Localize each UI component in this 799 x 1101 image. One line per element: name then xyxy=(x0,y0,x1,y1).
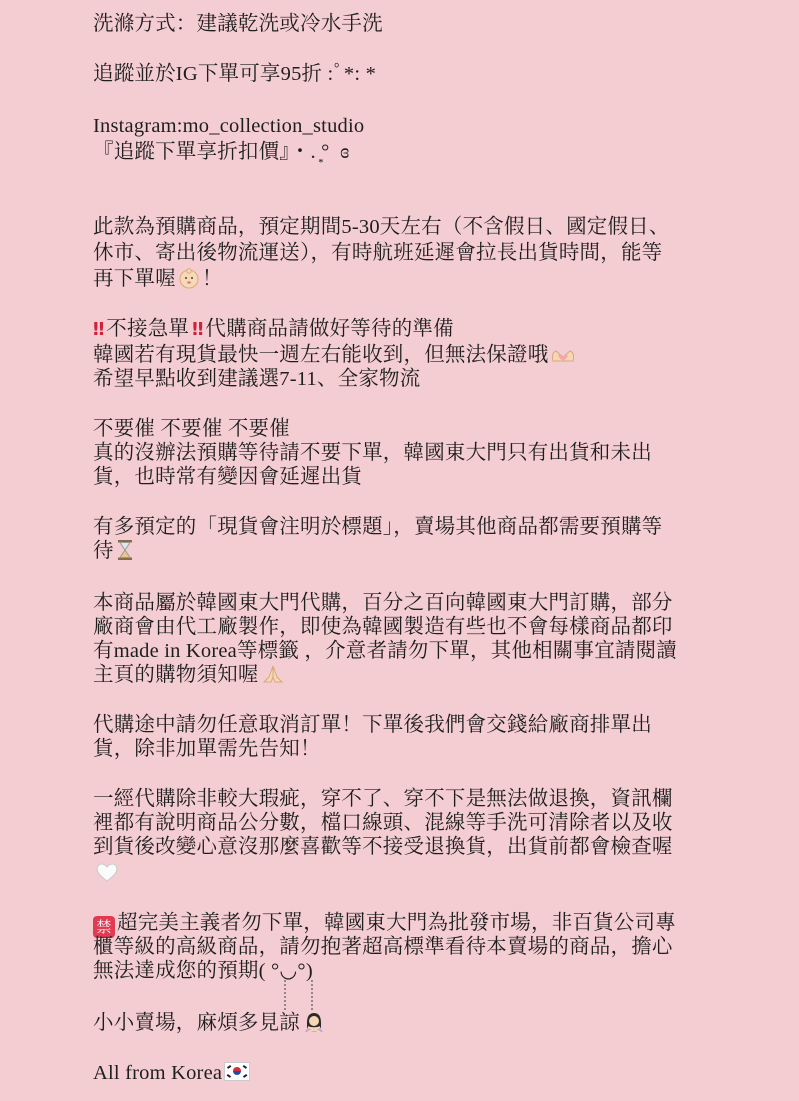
text: 廠商會由代工廠製作，即使為韓國製造有些也不會每樣商品都印 xyxy=(93,616,673,638)
baby-face-icon xyxy=(178,267,200,296)
kaomoji-hands-icon xyxy=(281,980,317,1014)
cancel-note-line-1 xyxy=(93,712,652,738)
preorder-line-2 xyxy=(93,240,662,266)
hourglass-icon xyxy=(116,539,134,568)
preorder-line-1 xyxy=(93,214,670,240)
perfectionist-line-3 xyxy=(93,958,313,984)
washing-method-line xyxy=(93,11,383,37)
text: All from Korea xyxy=(93,1062,223,1084)
text: ！ xyxy=(201,268,223,290)
return-note-line-1 xyxy=(93,786,673,812)
text: 休市、寄出後物流運送），有時航班延遲會拉長出貨時間，能等 xyxy=(93,242,663,264)
source-note-line-2 xyxy=(93,614,673,640)
text: 韓國若有現貨最快一週左右能收到，但無法保證哦 xyxy=(93,344,549,366)
text: 待 xyxy=(93,540,114,562)
no-rush-line xyxy=(93,316,454,342)
instagram-handle-line[interactable] xyxy=(93,113,364,139)
cant-wait-line-2 xyxy=(93,464,362,490)
text: 代購商品請做好等待的準備 xyxy=(205,318,454,340)
ig-discount-line xyxy=(93,61,376,87)
text: 本商品屬於韓國東大門代購，百分之百向韓國東大門訂購，部分 xyxy=(93,592,673,614)
text: 追蹤並於IG下單可享95折 :ﾟ*: * xyxy=(93,63,377,85)
text: 裡都有說明商品公分數，檔口線頭、混線等手洗可清除者以及收 xyxy=(93,812,673,834)
text: 真的沒辦法預購等待請不要下單，韓國東大門只有出貨和未出 xyxy=(93,442,652,464)
text: 一經代購除非較大瑕疵，穿不了、穿不下是無法做退換，資訊欄 xyxy=(93,788,673,810)
text: 小小賣場，麻煩多見諒 xyxy=(93,1012,300,1034)
return-note-line-2 xyxy=(93,810,673,836)
double-exclamation-icon: ‼ xyxy=(93,319,103,340)
cancel-note-line-2 xyxy=(93,736,321,762)
heart-hands-icon xyxy=(550,346,576,372)
stock-note-line-1 xyxy=(93,514,662,540)
preorder-line-3 xyxy=(93,266,223,292)
text: 貨，除非加單需先告知！ xyxy=(93,738,321,760)
text: 此款為預購商品，預定期間5-30天左右（不含假日、國定假日、 xyxy=(93,216,670,238)
korea-stock-line xyxy=(93,342,578,368)
source-note-line-4 xyxy=(93,662,287,688)
delivery-suggest-line xyxy=(93,366,420,392)
text: 無法達成您的預期( °◡°) xyxy=(93,960,313,982)
small-shop-line xyxy=(93,1010,328,1036)
praying-hands-icon xyxy=(261,663,285,692)
text: 主頁的購物須知喔 xyxy=(93,664,259,686)
follow-discount-line xyxy=(93,139,349,165)
text: 到貨後改變心意沒那麼喜歡等不接受退換貨，出貨前都會檢查喔 xyxy=(93,836,673,858)
prohibited-icon: 禁 xyxy=(93,916,115,938)
perfectionist-line-2 xyxy=(93,934,673,960)
perfectionist-line-1 xyxy=(93,910,676,936)
text: 櫃等級的高級商品，請勿抱著超高標準看待本賣場的商品，擔心 xyxy=(93,936,673,958)
source-note-line-1 xyxy=(93,590,673,616)
text: 不接急單 xyxy=(106,318,190,340)
korea-flag-icon xyxy=(224,1062,250,1081)
text: 不要催 不要催 不要催 xyxy=(93,418,290,440)
text: 貨，也時常有變因會延遲出貨 xyxy=(93,466,363,488)
text: 代購途中請勿任意取消訂單！下單後我們會交錢給廠商排單出 xyxy=(93,714,652,736)
text: 『追蹤下單享折扣價』・. ͙° ɞ xyxy=(93,141,350,163)
cant-wait-line-1 xyxy=(93,440,652,466)
white-heart-icon xyxy=(95,861,119,890)
white-heart-line xyxy=(93,860,121,886)
text: 有多預定的「現貨會注明於標題」，賣場其他商品都需要預購等 xyxy=(93,516,663,538)
text: 再下單喔 xyxy=(93,268,176,290)
return-note-line-3 xyxy=(93,834,673,860)
girl-crossed-arms-icon xyxy=(302,1011,326,1040)
stock-note-line-2 xyxy=(93,538,136,564)
all-from-korea-line xyxy=(93,1060,250,1086)
double-exclamation-icon: ‼ xyxy=(192,319,202,340)
instagram-link[interactable]: Instagram:mo_collection_studio xyxy=(93,115,365,137)
text: 超完美主義者勿下單，韓國東大門為批發市場，非百貨公司專 xyxy=(117,912,676,934)
text: 有made in Korea等標籤 ，介意者請勿下單，其他相關事宜請閱讀 xyxy=(93,640,677,662)
dont-rush-line xyxy=(93,416,290,442)
text: 洗滌方式：建議乾洗或冷水手洗 xyxy=(93,13,383,35)
source-note-line-3 xyxy=(93,638,677,664)
text: 希望早點收到建議選7-11、全家物流 xyxy=(93,368,421,390)
